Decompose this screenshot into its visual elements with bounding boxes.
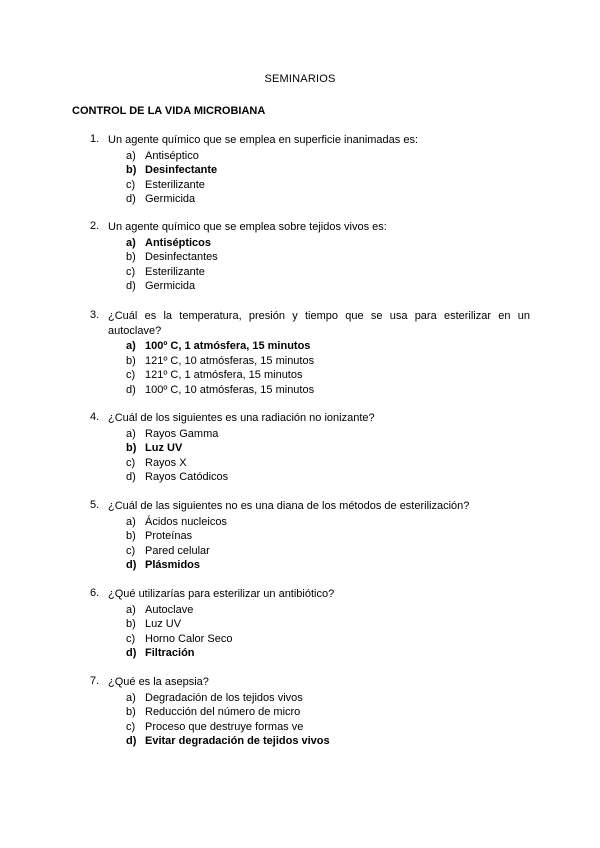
option-a: [126, 149, 530, 164]
option-d-correct: [126, 646, 530, 661]
option-letter: c): [126, 544, 136, 557]
option-text: 121º C, 1 atmósfera, 15 minutos: [145, 369, 303, 382]
option-letter: c): [126, 632, 136, 645]
option-letter: a): [126, 340, 136, 352]
option-text: Desinfectante: [145, 164, 218, 177]
option-text: 121º C, 10 atmósferas, 15 minutos: [145, 354, 315, 367]
option-a: [126, 691, 530, 706]
question-5: [90, 499, 530, 573]
question-text: ¿Qué utilizarías para esterilizar un antibiótico?: [108, 588, 335, 600]
option-text: Rayos Gamma: [145, 427, 219, 440]
option-text: Luz UV: [145, 442, 183, 455]
option-list: [126, 149, 530, 207]
option-letter: a): [126, 691, 136, 704]
option-letter: c): [126, 265, 136, 278]
question-number: 6.: [90, 587, 100, 599]
option-text: Germicida: [145, 280, 196, 293]
option-c: [126, 178, 530, 193]
option-list: [126, 603, 530, 661]
question-6: [90, 587, 530, 661]
option-b: [126, 529, 530, 544]
option-list: [126, 427, 530, 485]
option-text: Filtración: [145, 647, 195, 660]
option-c: [126, 368, 530, 383]
question-7: [90, 675, 530, 749]
question-text: ¿Cuál es la temperatura, presión y tiempo que se usa para esterilizar en un autoclave?: [108, 310, 530, 337]
option-text: Rayos Catódicos: [145, 471, 229, 484]
option-d: [126, 470, 530, 485]
option-text: Antiséptico: [145, 149, 199, 162]
option-d: [126, 192, 530, 207]
option-letter: d): [126, 280, 136, 293]
question-number: 4.: [90, 411, 100, 423]
option-text: Proceso que destruye formas ve: [145, 720, 304, 733]
option-text: Esterilizante: [145, 178, 205, 191]
option-a-correct: [126, 236, 530, 251]
option-c: [126, 456, 530, 471]
option-letter: c): [126, 369, 136, 382]
section-title: CONTROL DE LA VIDA MICROBIANA: [72, 105, 266, 117]
option-b: [126, 250, 530, 265]
option-letter: c): [126, 178, 136, 191]
option-letter: b): [126, 530, 136, 543]
option-letter: a): [126, 236, 136, 249]
option-text: 100º C, 10 atmósferas, 15 minutos: [145, 383, 315, 396]
option-b: [126, 354, 530, 369]
option-text: Pared celular: [145, 544, 210, 557]
option-text: Germicida: [145, 193, 196, 206]
option-letter: b): [126, 251, 136, 264]
option-c: [126, 265, 530, 280]
option-letter: b): [126, 354, 136, 367]
option-list: [126, 691, 530, 749]
option-c: [126, 720, 530, 735]
question-number: 5.: [90, 499, 100, 511]
option-text: Horno Calor Seco: [145, 632, 233, 645]
option-letter: d): [126, 471, 136, 484]
option-d-correct: [126, 558, 530, 573]
question-4: [90, 411, 530, 485]
question-number: 7.: [90, 675, 100, 687]
question-2: [90, 220, 530, 294]
option-list: [126, 515, 530, 573]
option-b-correct: [126, 163, 530, 178]
question-1: [90, 133, 530, 207]
option-text: Luz UV: [145, 618, 182, 631]
option-text: Esterilizante: [145, 265, 205, 278]
option-text: Evitar degradación de tejidos vivos: [145, 735, 330, 748]
option-letter: c): [126, 720, 136, 733]
option-letter: b): [126, 164, 137, 177]
option-text: Antisépticos: [145, 236, 212, 249]
option-a-correct: [126, 339, 530, 354]
option-letter: d): [126, 647, 137, 660]
option-d-correct: [126, 734, 530, 749]
option-letter: d): [126, 735, 137, 748]
option-b-correct: [126, 441, 530, 456]
option-text: Reducción del número de micro: [145, 706, 301, 719]
option-c: [126, 632, 530, 647]
question-text: Un agente químico que se emplea en superficie inanimadas es:: [108, 134, 419, 146]
option-letter: a): [126, 149, 136, 162]
option-text: Ácidos nucleicos: [145, 515, 227, 528]
question-text: ¿Cuál de las siguientes no es una diana de los métodos de esterilización?: [108, 500, 470, 512]
option-text: Desinfectantes: [145, 251, 218, 264]
option-letter: d): [126, 193, 136, 206]
option-a: [126, 515, 530, 530]
option-text: Autoclave: [145, 603, 194, 616]
option-d: [126, 279, 530, 294]
option-letter: a): [126, 427, 136, 440]
question-text: ¿Qué es la asepsia?: [108, 676, 209, 688]
option-letter: d): [126, 383, 136, 396]
option-text: 100º C, 1 atmósfera, 15 minutos: [145, 340, 311, 352]
question-number: 1.: [90, 133, 100, 145]
option-list: [126, 339, 530, 397]
option-b: [126, 705, 530, 720]
option-letter: c): [126, 456, 136, 469]
option-b: [126, 617, 530, 632]
question-text: ¿Cuál de los siguientes es una radiación no ionizante?: [108, 412, 375, 424]
option-letter: b): [126, 706, 136, 719]
question-text: Un agente químico que se emplea sobre tejidos vivos es:: [108, 221, 387, 233]
option-a: [126, 427, 530, 442]
option-letter: b): [126, 618, 136, 631]
option-letter: a): [126, 515, 136, 528]
option-text: Proteínas: [145, 530, 193, 543]
question-3: [90, 309, 530, 397]
option-d: [126, 383, 530, 398]
document-title: SEMINARIOS: [264, 73, 336, 85]
option-letter: b): [126, 442, 137, 455]
option-a: [126, 603, 530, 618]
option-c: [126, 544, 530, 559]
option-letter: d): [126, 559, 137, 572]
option-text: Plásmidos: [145, 559, 201, 572]
option-letter: a): [126, 603, 136, 616]
question-number: 3.: [90, 309, 100, 321]
option-list: [126, 236, 530, 294]
option-text: Rayos X: [145, 456, 187, 469]
option-text: Degradación de los tejidos vivos: [145, 691, 303, 704]
question-number: 2.: [90, 220, 100, 232]
